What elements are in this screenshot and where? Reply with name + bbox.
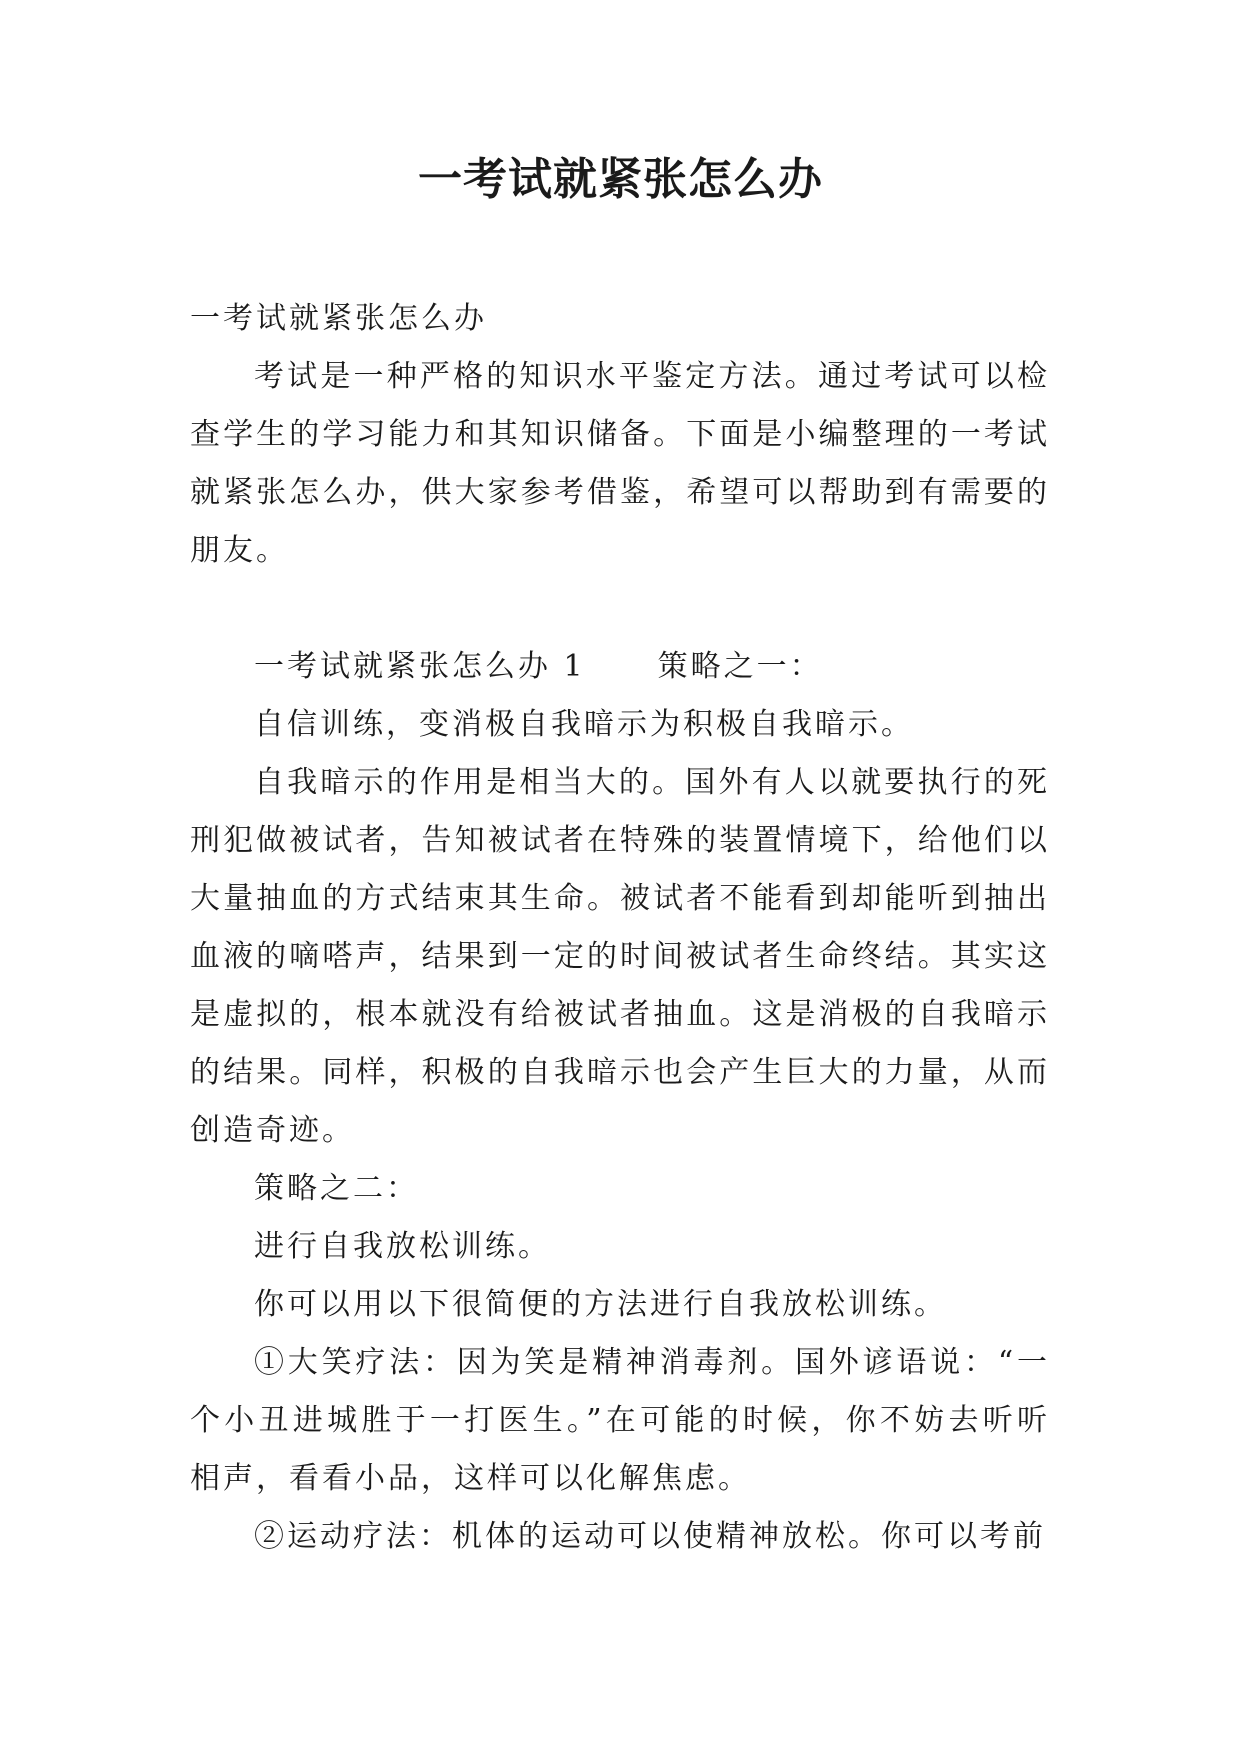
section-heading-line [190,638,1050,696]
strategy-2-label: 策略之二： [254,1171,419,1206]
strategy-1-body: 自我暗示的作用是相当大的。国外有人以就要执行的死刑犯做被试者，告知被试者在特殊的装置情境下，给他们以大量抽血的方式结束其生命。被试者不能看到却能听到抽出血液的嘀嗒声，结果到一定的时间被试者生命终结。其实这是虚拟的，根本就没有给被试者抽血。这是消极的自我暗示的结果。同样，积极的自我暗示也会产生巨大的力量，从而创造奇迹。 [190,765,1050,1148]
strategy-2-intro: 你可以用以下很简便的方法进行自我放松训练。 [254,1287,947,1322]
document-subtitle: 一考试就紧张怎么办 [190,301,487,336]
document-body [190,290,1050,1566]
strategy-1-label: 策略之一： [657,649,823,684]
method-1-paragraph: ①大笑疗法：因为笑是精神消毒剂。国外谚语说：“一个小丑进城胜于一打医生。”在可能的时候，你不妨去听听相声，看看小品，这样可以化解焦虑。 [190,1345,1050,1496]
document-title: 一考试就紧张怎么办 [418,154,823,205]
strategy-1-title: 自信训练，变消极自我暗示为积极自我暗示。 [254,707,914,742]
section-heading: 一考试就紧张怎么办 1 [254,649,586,684]
strategy-2-title: 进行自我放松训练。 [254,1229,551,1264]
intro-paragraph: 考试是一种严格的知识水平鉴定方法。通过考试可以检查学生的学习能力和其知识储备。下面是小编整理的一考试就紧张怎么办，供大家参考借鉴，希望可以帮助到有需要的朋友。 [190,359,1050,568]
paragraph-spacer [190,580,1050,638]
method-2-paragraph: ②运动疗法：机体的运动可以使精神放松。你可以考前 [254,1519,1046,1554]
